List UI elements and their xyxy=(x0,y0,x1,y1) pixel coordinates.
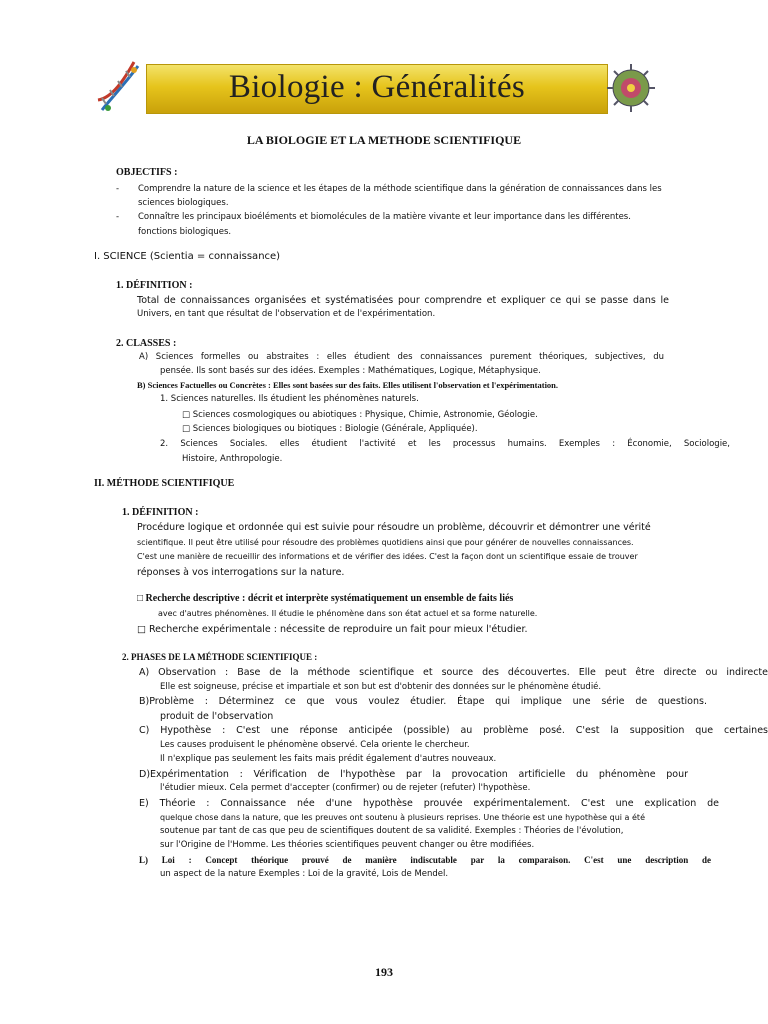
phase-c-line-3: Il n'explique pas seulement les faits mais prédit également d'autres nouveaux. xyxy=(160,754,497,764)
s1-social-sciences-line-1: 2. Sciences Sociales. elles étudient l'activité et les processus humains. Exemples : Économie, Sociologie, xyxy=(160,439,730,449)
phase-c-line-1: C) Hypothèse : C'est une réponse anticipée (possible) au problème posé. C'est la supposition que certaines xyxy=(139,725,768,736)
objectif-bullet-1: - xyxy=(116,184,120,194)
s2-descriptive-research-line-1: □ Recherche descriptive : décrit et interprète systématiquement un ensemble de faits liés xyxy=(137,593,514,604)
title-banner xyxy=(146,64,608,114)
phase-b-line-1: B)Problème : Déterminez ce que vous voulez étudier. Étape qui implique une série de questions. xyxy=(139,696,707,707)
s1-social-sciences-line-2: Histoire, Anthropologie. xyxy=(182,454,283,464)
s1-natural-sub-2: □ Sciences biologiques ou biotiques : Biologie (Générale, Appliquée). xyxy=(182,424,478,434)
s2-definition-title: 1. DÉFINITION : xyxy=(122,507,199,518)
s1-natural-sub-1: □ Sciences cosmologiques ou abiotiques : Physique, Chimie, Astronomie, Géologie. xyxy=(182,410,538,420)
virus-icon xyxy=(606,60,656,116)
phase-e-line-1: E) Théorie : Connaissance née d'une hypothèse prouvée expérimentalement. C'est une explication de xyxy=(139,798,719,809)
s1-definition-line-1: Total de connaissances organisées et systématisées pour comprendre et expliquer ce qui se passe dans le xyxy=(137,295,669,306)
phase-e-line-2: quelque chose dans la nature, que les preuves ont soutenu à plusieurs reprises. Une théorie est une hypothèse qui a été xyxy=(160,813,645,822)
phase-a-line-1: A) Observation : Base de la méthode scientifique et source des découvertes. Elle peut être directe ou indirecte xyxy=(139,667,768,678)
objectif-1-line-2: sciences biologiques. xyxy=(138,198,229,208)
s2-definition-line-3: C'est une manière de recueillir des informations et de vérifier des idées. C'est la façon dont un scientifique essaie de trouver xyxy=(137,552,638,561)
objectifs-label: OBJECTIFS : xyxy=(116,167,178,178)
phase-e-line-3: soutenue par tant de cas que peu de scientifiques doutent de sa validité. Exemples : Théories de l'évolution, xyxy=(160,826,624,836)
s2-descriptive-research-line-2: avec d'autres phénomènes. Il étudie le phénomène dans son état actuel et sa forme naturelle. xyxy=(158,609,538,618)
s2-definition-line-4: réponses à vos interrogations sur la nature. xyxy=(137,567,345,578)
phase-b-line-2: produit de l'observation xyxy=(160,711,274,722)
s1-class-b-line: B) Sciences Factuelles ou Concrètes : Elles sont basées sur des faits. Elles utilisent l'observation et l'expérimentation. xyxy=(137,380,559,390)
s2-definition-line-1: Procédure logique et ordonnée qui est suivie pour résoudre un problème, découvrir et démontrer une vérité xyxy=(137,522,651,533)
dna-helix-icon xyxy=(94,60,144,116)
objectif-bullet-2: - xyxy=(116,212,120,222)
phase-c-line-2: Les causes produisent le phénomène observé. Cela oriente le chercheur. xyxy=(160,740,470,750)
objectif-2-line-2: fonctions biologiques. xyxy=(138,227,232,237)
document-heading: LA BIOLOGIE ET LA METHODE SCIENTIFIQUE xyxy=(246,133,522,147)
s1-class-a-line-1: A) Sciences formelles ou abstraites : elles étudient des connaissances purement théoriques, subjectives, du xyxy=(139,352,664,362)
phase-e-line-4: sur l'Origine de l'Homme. Les théories scientifiques peuvent changer ou être modifiées. xyxy=(160,840,535,850)
section-2-heading: II. MÉTHODE SCIENTIFIQUE xyxy=(94,478,235,489)
objectif-1-line-1: Comprendre la nature de la science et les étapes de la méthode scientifique dans la génération de connaissances dans les xyxy=(138,184,662,194)
phase-l-line-1: L) Loi : Concept théorique prouvé de manière indiscutable par la comparaison. C'est une description de xyxy=(139,855,711,865)
s1-definition-line-2: Univers, en tant que résultat de l'observation et de l'expérimentation. xyxy=(137,309,436,319)
s2-phases-title: 2. PHASES DE LA MÉTHODE SCIENTIFIQUE : xyxy=(122,652,318,662)
phase-a-line-2: Elle est soigneuse, précise et impartiale et son but est d'obtenir des données sur le phénomène étudié. xyxy=(160,682,602,692)
phase-d-line-1: D)Expérimentation : Vérification de l'hypothèse par la provocation artificielle du phénomène pour xyxy=(139,769,688,780)
banner-title: Biologie : Généralités xyxy=(228,69,526,105)
s1-natural-sciences: 1. Sciences naturelles. Ils étudient les phénomènes naturels. xyxy=(160,394,419,404)
page-number: 193 xyxy=(375,965,393,979)
s1-classes-title: 2. CLASSES : xyxy=(116,338,177,349)
phase-l-line-2: un aspect de la nature Exemples : Loi de la gravité, Lois de Mendel. xyxy=(160,869,449,879)
section-1-heading: I. SCIENCE (Scientia = connaissance) xyxy=(94,251,281,262)
objectif-2-line-1: Connaître les principaux bioéléments et biomolécules de la matière vivante et leur importance dans les différentes. xyxy=(138,212,631,222)
s2-definition-line-2: scientifique. Il peut être utilisé pour résoudre des problèmes quotidiens ainsi que pour générer de nouvelles connaissances. xyxy=(137,538,634,547)
s1-class-a-line-2: pensée. Ils sont basés sur des idées. Exemples : Mathématiques, Logique, Métaphysique. xyxy=(160,366,541,376)
s1-definition-title: 1. DÉFINITION : xyxy=(116,280,193,291)
phase-d-line-2: l'étudier mieux. Cela permet d'accepter (confirmer) ou de rejeter (refuter) l'hypothèse. xyxy=(160,783,531,793)
s2-experimental-research: □ Recherche expérimentale : nécessite de reproduire un fait pour mieux l'étudier. xyxy=(137,624,528,635)
